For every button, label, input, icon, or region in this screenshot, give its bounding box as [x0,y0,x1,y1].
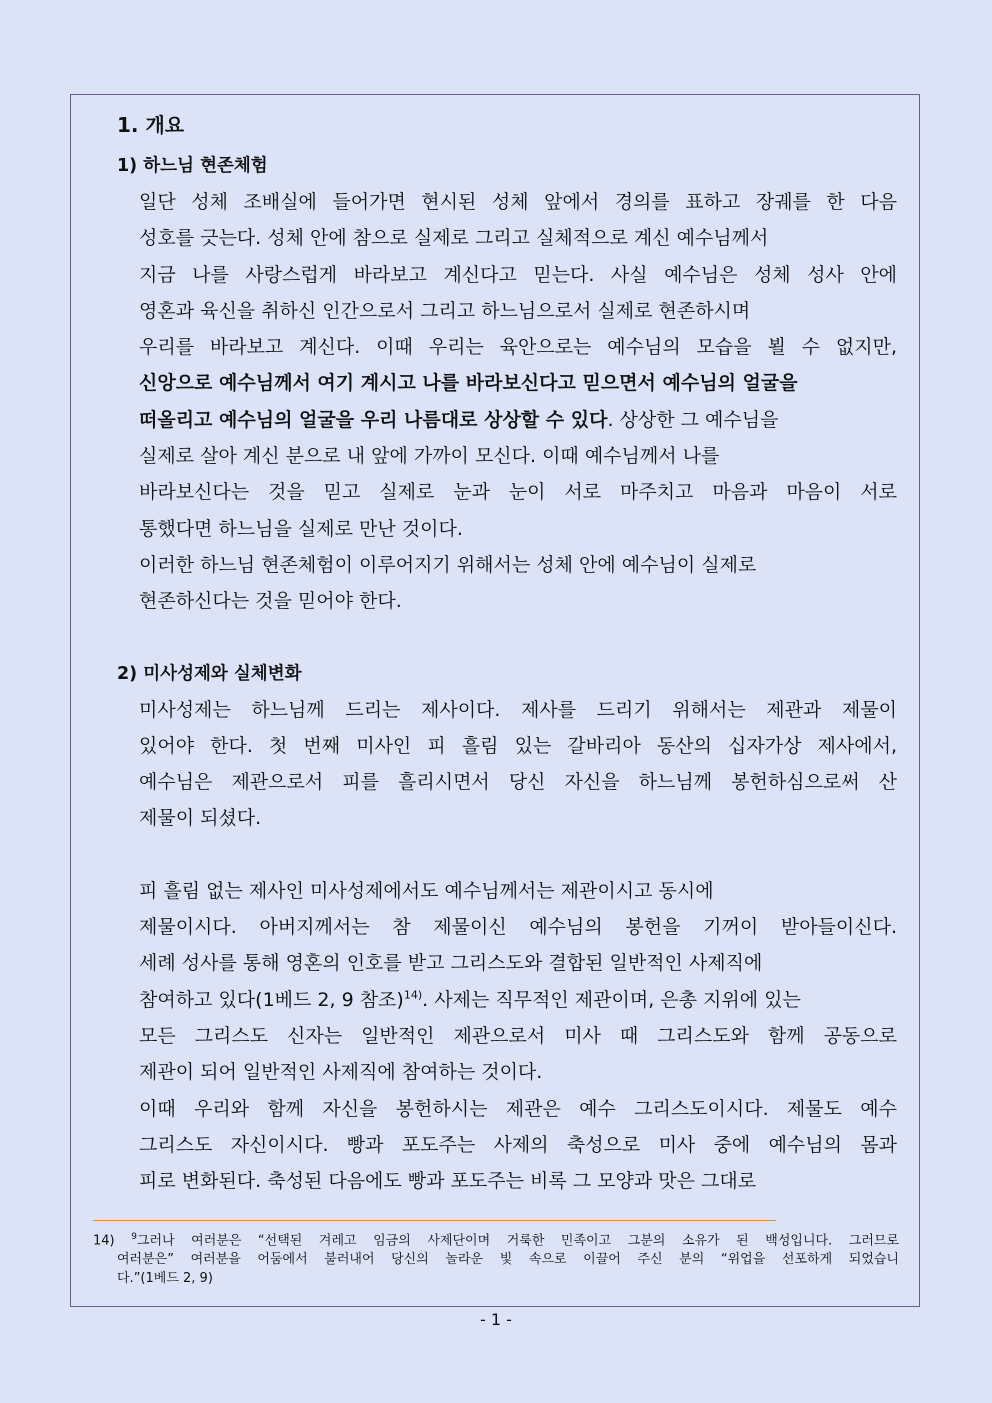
text-line: 지금 나를 사랑스럽게 바라보고 계신다고 믿는다. 사실 예수님은 성체 성사 안에 [139,263,897,286]
text-line: 이러한 하느님 현존체험이 이루어지기 위해서는 성체 안에 예수님이 실제로 [139,553,757,576]
text-fragment: . 사제는 직무적인 제관이며, 은총 지위에 있는 [422,988,801,1011]
bold-text: 신앙으로 예수님께서 여기 계시고 나를 바라보신다고 믿으면서 예수님의 얼굴을 [139,372,798,395]
subsection-title-2: 2) 미사성제와 실체변화 [117,663,302,684]
text-line: 피 흘림 없는 제사인 미사성제에서도 예수님께서는 제관이시고 동시에 [139,879,714,902]
text-line: 이때 우리와 함께 자신을 봉헌하시는 제관은 예수 그리스도이시다. 제물도 예수 [139,1097,897,1120]
footnote-ref[interactable]: 14) [403,988,423,1002]
footnote-line: 여러분은” 여러분을 어둠에서 불러내어 당신의 놀라운 빛 속으로 이끌어 주신 분의 “위업을 선포하게 되었습니 [117,1252,899,1268]
text-line: 통했다면 하느님을 실제로 만난 것이다. [139,517,463,540]
paragraph-presence-1 [139,184,897,620]
footnote-divider [93,1220,776,1221]
text-line: 우리를 바라보고 계신다. 이때 우리는 육안으로는 예수님의 모습을 뵐 수 없지만, [139,336,897,359]
text-line: 있어야 한다. 첫 번째 미사인 피 흘림 있는 갈바리아 동산의 십자가상 제사에서, [139,734,897,757]
footnote-text: 그러나 여러분은 “선택된 겨레고 임금의 사제단이며 거룩한 민족이고 그분의 소유가 된 백성입니다. 그러므로 [136,1233,899,1249]
text-line: 제물이시다. 아버지께서는 참 제물이신 예수님의 봉헌을 기꺼이 받아들이신다. [139,916,897,939]
text-line: 제관이 되어 일반적인 사제직에 참여하는 것이다. [139,1061,543,1084]
text-line: 일단 성체 조배실에 들어가면 현시된 성체 앞에서 경의를 표하고 장궤를 한 다음 [139,191,897,213]
text-line: 모든 그리스도 신자는 일반적인 제관으로서 미사 때 그리스도와 함께 공동으로 [139,1024,897,1047]
text-line [139,402,897,438]
text-line: 세례 성사를 통해 영혼의 인호를 받고 그리스도와 결합된 일반적인 사제직에 [139,952,763,975]
bold-text: 떠올리고 예수님의 얼굴을 우리 나름대로 상상할 수 있다 [139,408,608,431]
text-line: 피로 변화된다. 축성된 다음에도 빵과 포도주는 비록 그 모양과 맛은 그대로 [139,1170,757,1193]
text-line: 실제로 살아 계신 분으로 내 앞에 가까이 모신다. 이때 예수님께서 나를 [139,445,720,468]
text-line: 그리스도 자신이시다. 빵과 포도주는 사제의 축성으로 미사 중에 예수님의 몸과 [139,1133,897,1156]
text-fragment: 참여하고 있다(1베드 2, 9 참조) [139,988,404,1011]
text-line: 예수님은 제관으로서 피를 흘리시면서 당신 자신을 하느님께 봉헌하심으로써 산 [139,771,897,794]
text-line: 제물이 되셨다. [139,807,262,830]
footnote-number: 14) [93,1233,115,1249]
text-line: 영혼과 육신을 취하신 인간으로서 그리고 하느님으로서 실제로 현존하시며 [139,299,751,322]
page-number: - 1 - [480,1310,512,1329]
text-line: 현존하신다는 것을 믿어야 한다. [139,590,402,613]
subsection-title-1: 1) 하느님 현존체험 [117,156,268,176]
blank-line [117,620,897,656]
verse-number: 9 [131,1232,137,1242]
footnote [93,1228,899,1288]
text-line: 미사성제는 하느님께 드리는 제사이다. 제사를 드리기 위해서는 제관과 제물이 [139,698,897,721]
blank-line [117,837,897,873]
paragraph-mass-2 [139,873,897,1200]
section-title: 1. 개요 [117,113,185,137]
text-line [139,365,897,401]
text-line: 성호를 긋는다. 성체 안에 참으로 실제로 그리고 실체적으로 계신 예수님께서 [139,227,769,250]
document-body [117,110,897,1199]
text-fragment: . 상상한 그 예수님을 [607,408,779,431]
paragraph-mass-1 [139,692,897,837]
footnote-line: 다.”(1베드 2, 9) [117,1271,213,1287]
footnote-line [93,1228,899,1250]
text-line: 바라보신다는 것을 믿고 실제로 눈과 눈이 서로 마주치고 마음과 마음이 서로 [139,481,897,504]
text-line [139,982,897,1018]
